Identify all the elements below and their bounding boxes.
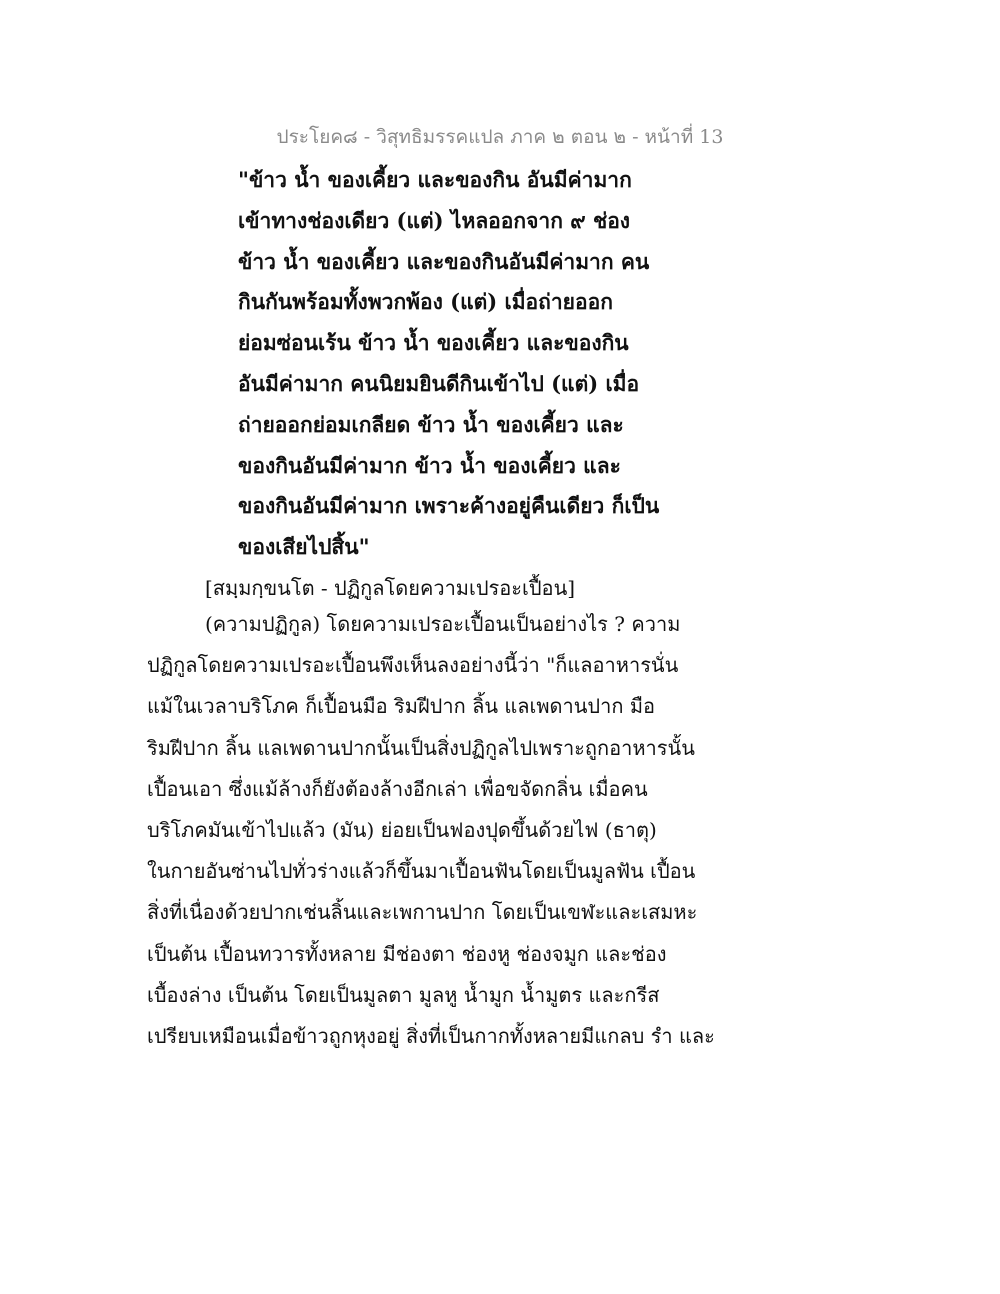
body-line: ปฏิกูลโดยความเปรอะเปื้อนพึงเห็นลงอย่างนี้ว่า "ก็แลอาหารนั่น (147, 653, 679, 678)
body-line: บริโภคมันเข้าไปแล้ว (มัน) ย่อยเป็นฟองปุดขึ้นด้วยไฟ (ธาตุ) (147, 817, 657, 842)
body-line: (ความปฏิกูล) โดยความเปรอะเปื้อนเป็นอย่างไร ? ความ (205, 612, 681, 636)
body-paragraph (147, 604, 715, 1057)
verse-line: กินกันพร้อมทั้งพวกพ้อง (แต่) เมื่อถ่ายออก (238, 289, 613, 315)
verse-line: ของกินอันมีค่ามาก เพราะค้างอยู่คืนเดียว ก็เป็น (238, 493, 660, 519)
verse-line: "ข้าว น้ำ ของเคี้ยว และของกิน อันมีค่ามาก (238, 167, 632, 192)
body-line: เป็นต้น เปื้อนทวารทั้งหลาย มีช่องตา ช่องหู ช่องจมูก และช่อง (147, 941, 667, 966)
verse-line: ของกินอันมีค่ามาก ข้าว น้ำ ของเคี้ยว และ (238, 452, 621, 478)
page-header (0, 122, 1000, 152)
verse-line: ข้าว น้ำ ของเคี้ยว และของกินอันมีค่ามาก คน (238, 248, 650, 274)
verse-line: ของเสียไปสิ้น" (238, 534, 370, 560)
verse-line: เข้าทางช่องเดียว (แต่) ไหลออกจาก ๙ ช่อง (238, 207, 631, 233)
body-line: เปรียบเหมือนเมื่อข้าวถูกหุงอยู่ สิ่งที่เป็นกากทั้งหลายมีแกลบ รำ และ (147, 1023, 715, 1048)
body-line: เบื้องล่าง เป็นต้น โดยเป็นมูลตา มูลหู น้ำมูก น้ำมูตร และกรีส (147, 982, 660, 1007)
page-header-text: ประโยค๘ - วิสุทธิมรรคแปล ภาค ๒ ตอน ๒ - หน้าที่ 13 (276, 126, 724, 148)
body-line: เปื้อนเอา ซึ่งแม้ล้างก็ยังต้องล้างอีกเล่า เพื่อขจัดกลิ่น เมื่อคน (147, 776, 648, 801)
verse-block (238, 160, 798, 568)
body-line: ริมฝีปาก ลิ้น แลเพดานปากนั้นเป็นสิ่งปฏิกูลไปเพราะถูกอาหารนั้น (147, 735, 695, 760)
body-line: ในกายอันซ่านไปทั่วร่างแล้วก็ขึ้นมาเปื้อนฟันโดยเป็นมูลฟัน เปื้อน (147, 859, 696, 884)
verse-line: อันมีค่ามาก คนนิยมยินดีกินเข้าไป (แต่) เมื่อ (238, 370, 640, 396)
verse-line: ถ่ายออกย่อมเกลียด ข้าว น้ำ ของเคี้ยว และ (238, 411, 624, 437)
section-heading: [สมฺมกฺขนโต - ปฏิกูลโดยความเปรอะเปื้อน] (205, 576, 576, 600)
body-line: แม้ในเวลาบริโภค ก็เปื้อนมือ ริมฝีปาก ลิ้น แลเพดานปาก มือ (147, 694, 656, 719)
verse-line: ย่อมซ่อนเร้น ข้าว น้ำ ของเคี้ยว และของกิน (238, 330, 629, 356)
body-line: สิ่งที่เนื่องด้วยปากเช่นลิ้นและเพกานปาก โดยเป็นเขฬะและเสมหะ (147, 900, 698, 925)
